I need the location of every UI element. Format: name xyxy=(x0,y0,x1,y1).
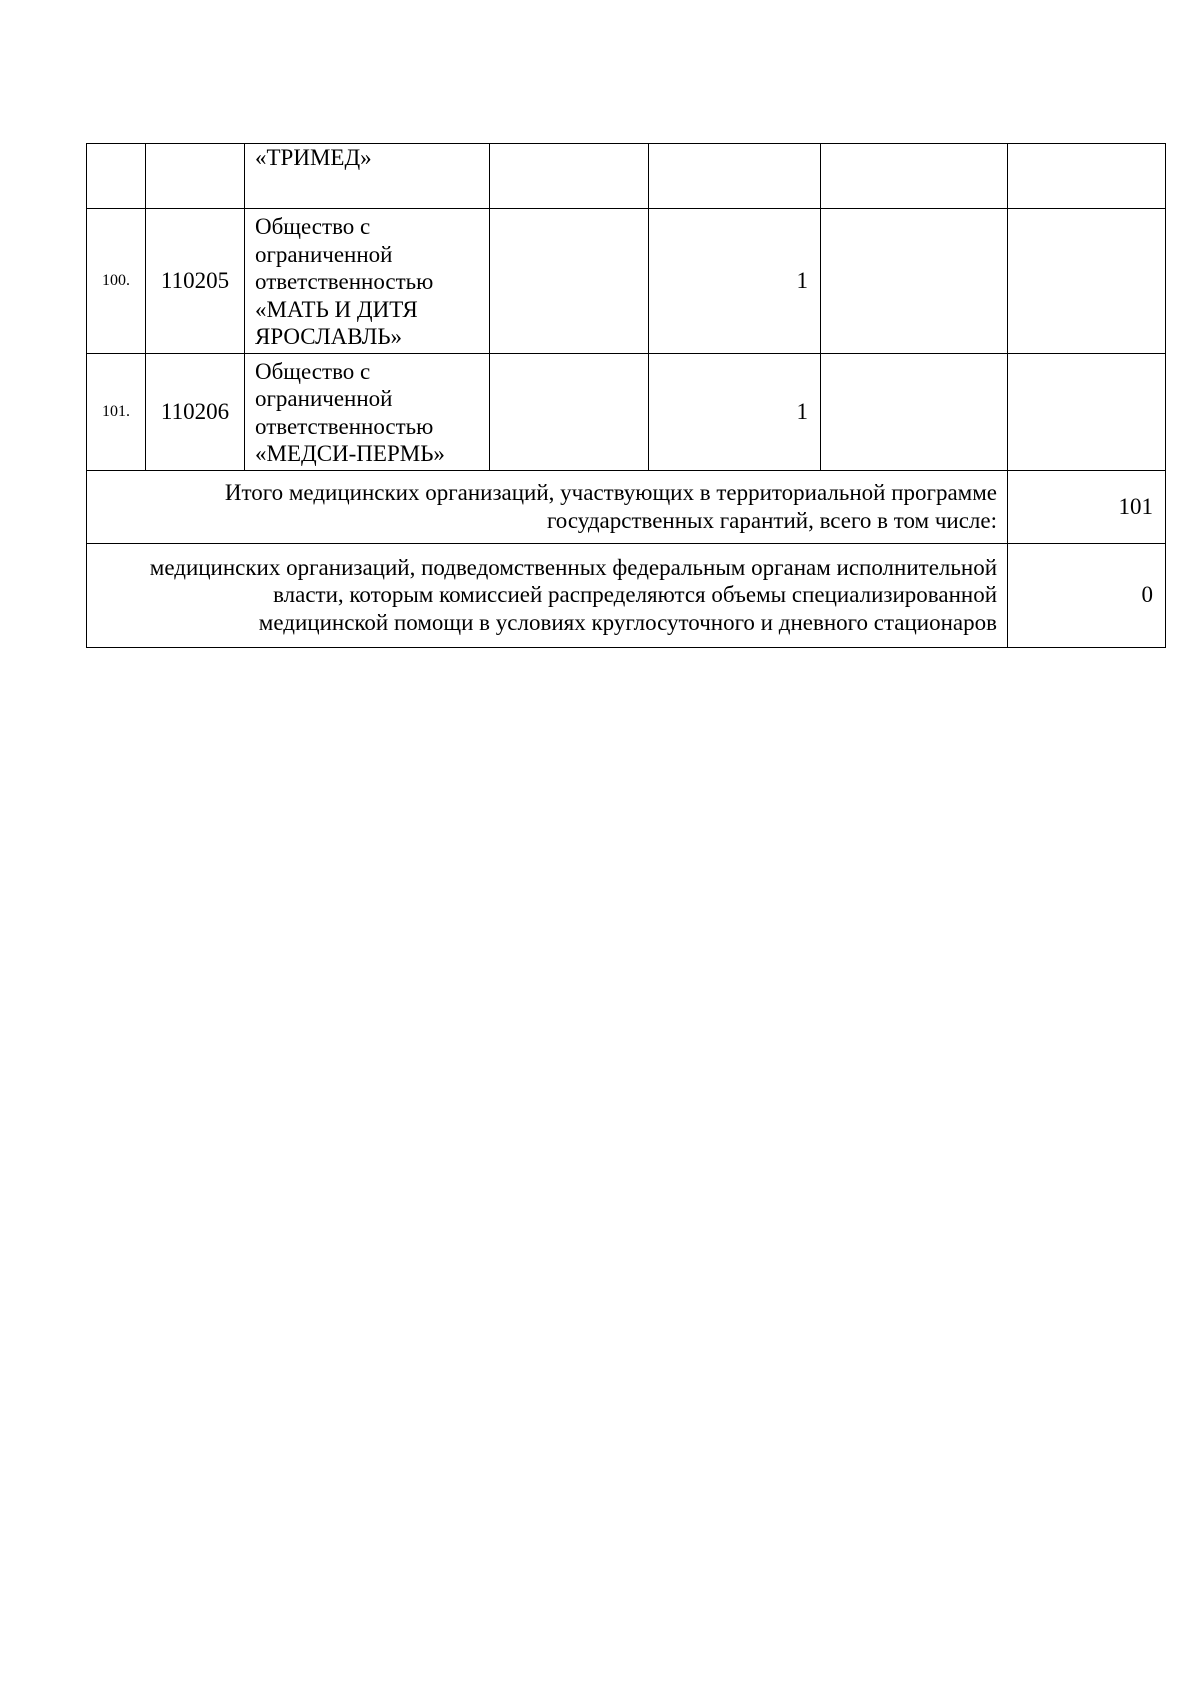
org-name-line: «ТРИМЕД» xyxy=(255,145,372,170)
org-name-line: «МЕДСИ-ПЕРМЬ» xyxy=(255,441,445,466)
table-row xyxy=(87,209,1166,354)
org-name-line: ограниченной xyxy=(255,386,393,411)
cell-col7 xyxy=(1008,353,1166,470)
cell-col5: 1 xyxy=(649,209,821,354)
summary-value: 0 xyxy=(1008,543,1166,647)
org-name xyxy=(245,209,490,354)
summary-label xyxy=(87,470,1008,543)
summary-line: медицинской помощи в условиях круглосуточного и дневного стационаров xyxy=(258,609,997,635)
row-number xyxy=(87,144,146,209)
org-name-line: ответственностью xyxy=(255,269,434,294)
cell-col7 xyxy=(1008,209,1166,354)
org-name-line: «МАТЬ И ДИТЯ xyxy=(255,296,418,322)
org-code: 110205 xyxy=(146,209,245,354)
cell-col6 xyxy=(821,209,1008,354)
row-number: 100. xyxy=(87,209,146,354)
table-row xyxy=(87,144,1166,209)
cell-col6 xyxy=(821,353,1008,470)
table-row xyxy=(87,353,1166,470)
summary-line: государственных гарантий, всего в том числе: xyxy=(546,507,997,533)
organizations-table xyxy=(86,143,1166,648)
cell-col4 xyxy=(490,353,649,470)
org-code: 110206 xyxy=(146,353,245,470)
org-name-line: ограниченной xyxy=(255,241,393,267)
org-name-line: Общество с xyxy=(255,214,371,239)
summary-value: 101 xyxy=(1008,470,1166,543)
cell-col6 xyxy=(821,144,1008,209)
org-name-line: Общество с xyxy=(255,358,371,384)
org-name-line: ЯРОСЛАВЛЬ» xyxy=(255,324,403,349)
row-number: 101. xyxy=(87,353,146,470)
cell-col5: 1 xyxy=(649,353,821,470)
org-name xyxy=(245,144,490,209)
summary-line: власти, которым комиссией распределяются объемы специализированной xyxy=(273,582,997,608)
org-code xyxy=(146,144,245,209)
summary-line: медицинских организаций, подведомственных федеральным органам исполнительной xyxy=(149,554,997,580)
cell-col7 xyxy=(1008,144,1166,209)
cell-col4 xyxy=(490,144,649,209)
cell-col4 xyxy=(490,209,649,354)
cell-col5 xyxy=(649,144,821,209)
summary-row-federal xyxy=(87,543,1166,647)
summary-row-total xyxy=(87,470,1166,543)
org-name xyxy=(245,353,490,470)
summary-line: Итого медицинских организаций, участвующих в территориальной программе xyxy=(224,480,997,505)
org-name-line: ответственностью xyxy=(255,413,434,439)
summary-label xyxy=(87,543,1008,647)
